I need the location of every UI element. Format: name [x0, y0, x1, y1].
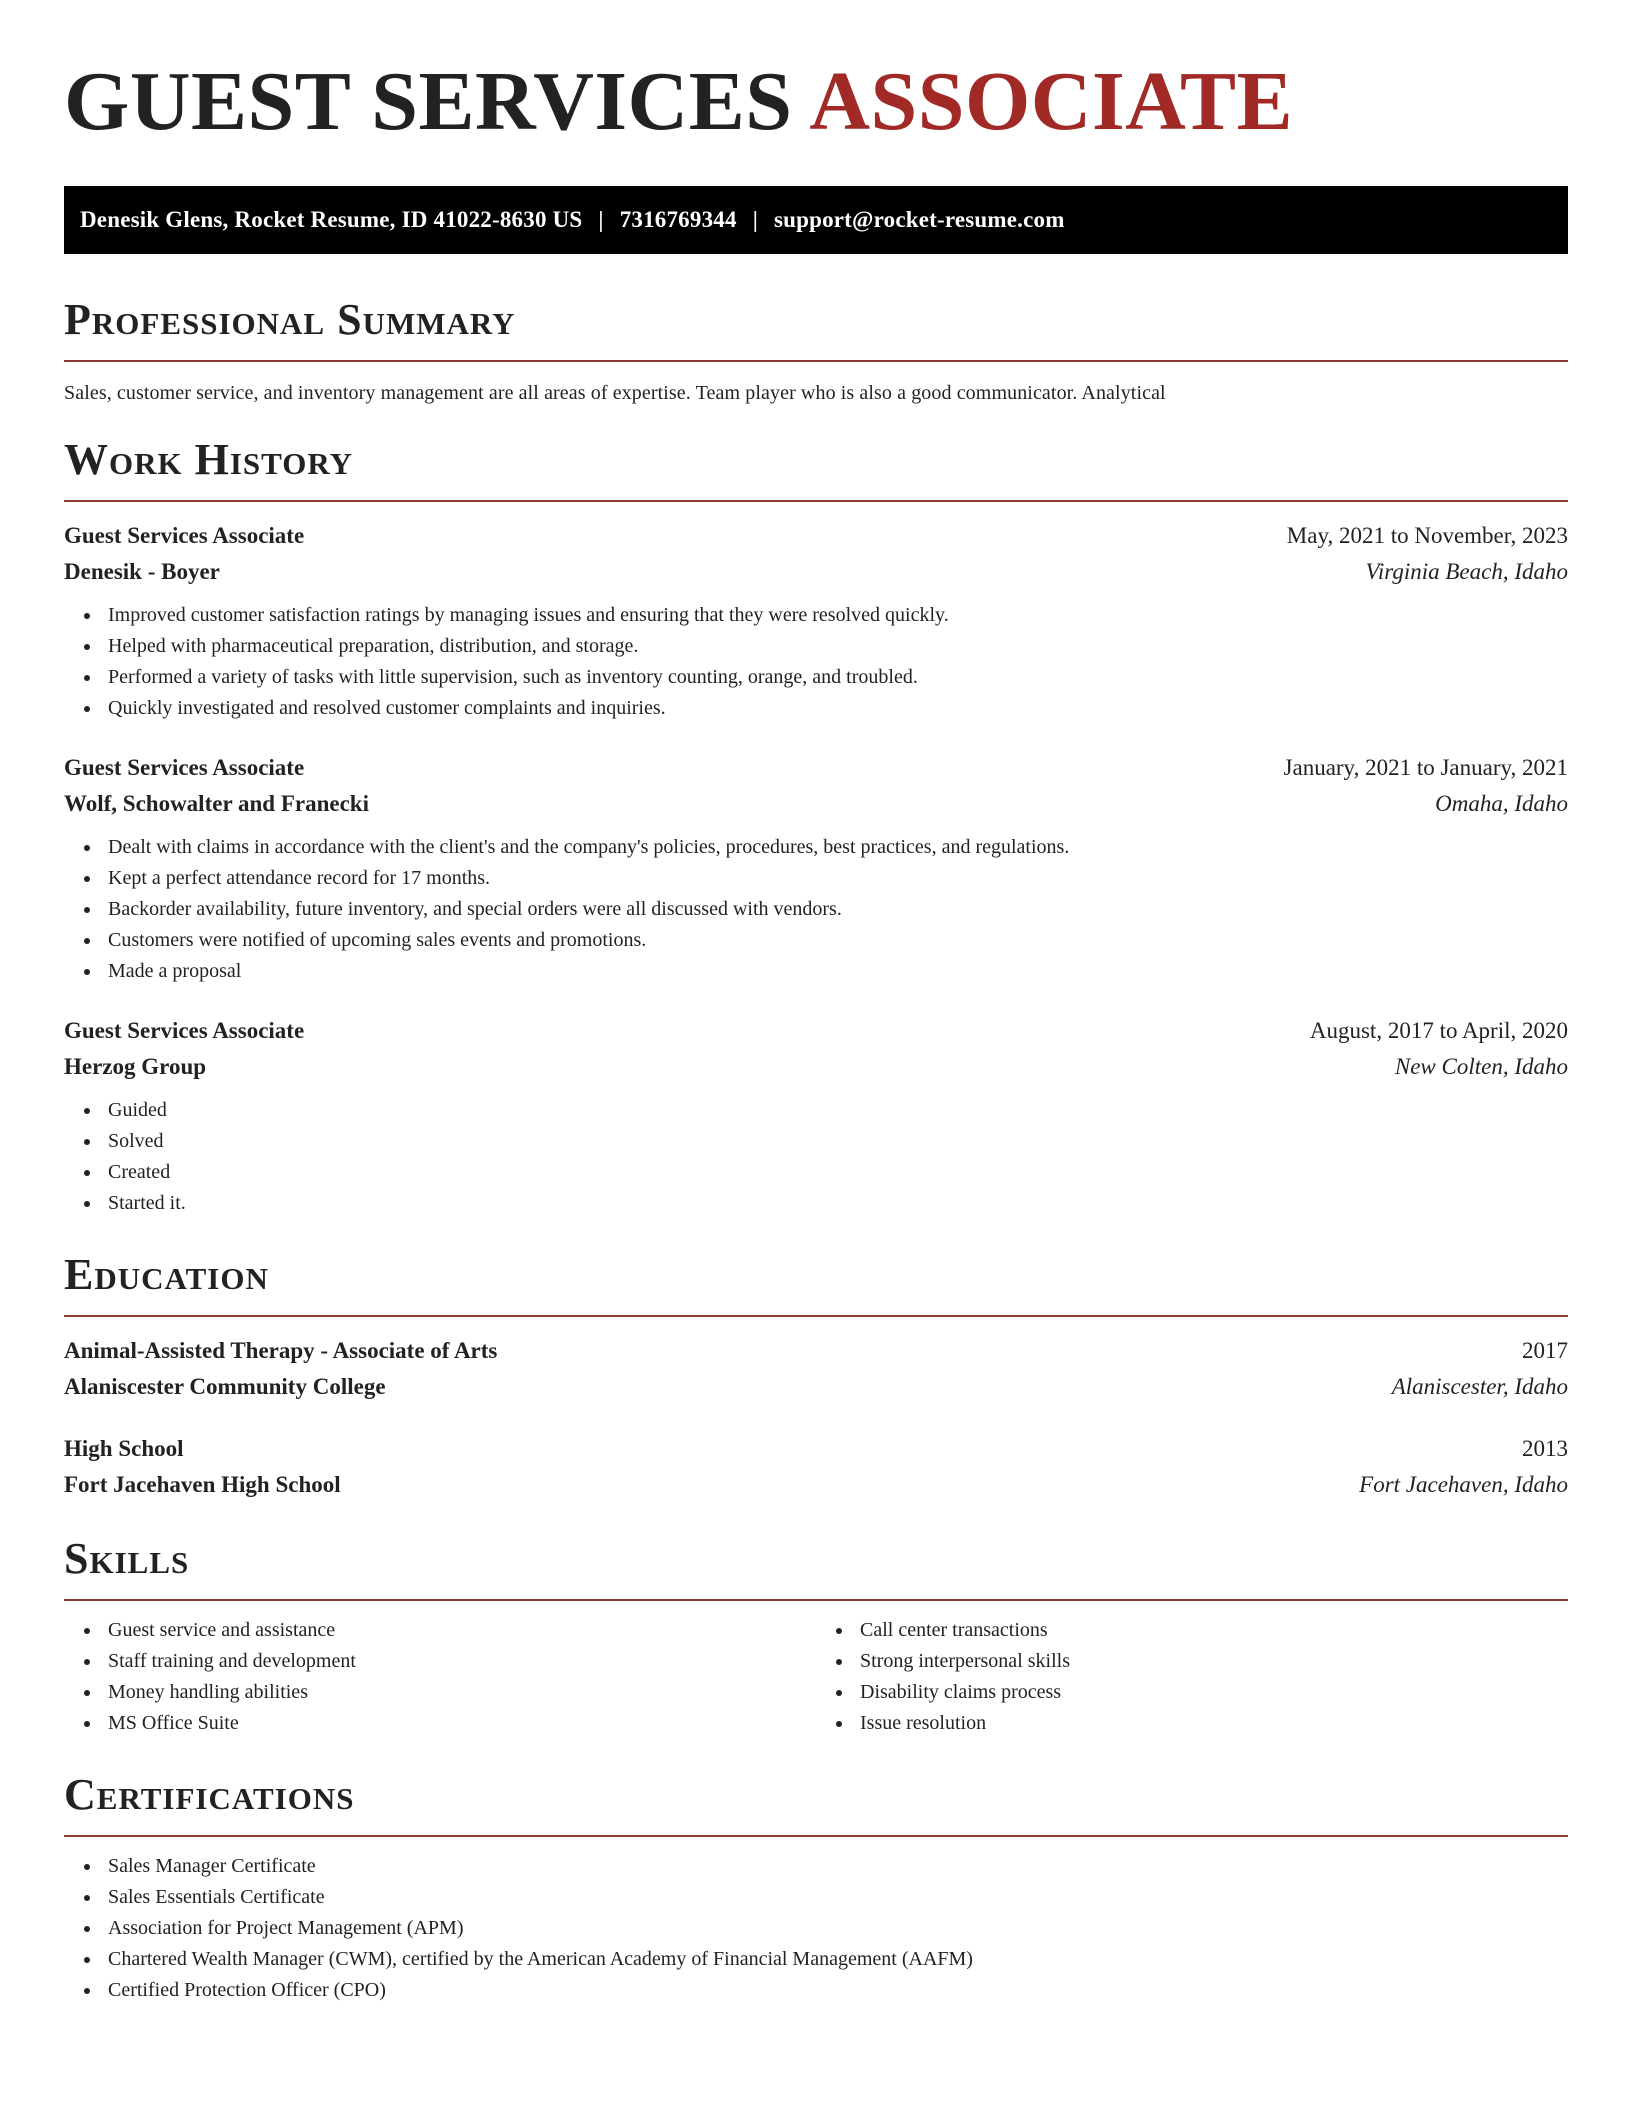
summary-text: Sales, customer service, and inventory management are all areas of expertise. Team player who is also a good communicator. Analytical [64, 382, 1166, 404]
summary-heading: Professional Summary [64, 295, 516, 344]
education-year: 2017 [1522, 1338, 1568, 1363]
certifications-heading: Certifications [64, 1770, 355, 1819]
job-company: Wolf, Schowalter and Franecki [64, 791, 369, 816]
list-item: Guest service and assistance [108, 1615, 816, 1646]
list-item: Chartered Wealth Manager (CWM), certified by the American Academy of Financial Management (AAFM) [108, 1944, 1568, 1975]
list-item: Backorder availability, future inventory, and special orders were all discussed with vendors. [108, 894, 1568, 925]
education-location: Fort Jacehaven, Idaho [1359, 1472, 1568, 1497]
list-item: Staff training and development [108, 1646, 816, 1677]
job-location: Omaha, Idaho [1435, 791, 1568, 816]
education-section [64, 1249, 1568, 1503]
list-item: Started it. [108, 1188, 1568, 1219]
job-company-row [64, 1049, 1568, 1085]
education-degree: High School [64, 1436, 184, 1461]
education-heading: Education [64, 1250, 269, 1299]
list-item: Quickly investigated and resolved customer complaints and inquiries. [108, 693, 1568, 724]
job-dates: January, 2021 to January, 2021 [1283, 755, 1568, 780]
list-item: Kept a perfect attendance record for 17 months. [108, 863, 1568, 894]
job-bullets [64, 832, 1568, 987]
list-item: Sales Manager Certificate [108, 1851, 1568, 1882]
list-item: Strong interpersonal skills [860, 1646, 1568, 1677]
education-location: Alaniscester, Idaho [1391, 1374, 1568, 1399]
job-dates: August, 2017 to April, 2020 [1309, 1018, 1568, 1043]
skills-list-left [64, 1615, 816, 1739]
job-header-row [64, 750, 1568, 786]
education-header-row [64, 1333, 1568, 1369]
section-divider [64, 1599, 1568, 1601]
job-bullets [64, 1095, 1568, 1219]
job-location: Virginia Beach, Idaho [1365, 559, 1568, 584]
list-item: Created [108, 1157, 1568, 1188]
job-entry [64, 518, 1568, 724]
education-school-row [64, 1467, 1568, 1503]
title-main: GUEST SERVICES [64, 55, 793, 148]
education-entry [64, 1431, 1568, 1503]
summary-section [64, 294, 1568, 406]
title-accent: ASSOCIATE [809, 55, 1294, 148]
job-location: New Colten, Idaho [1394, 1054, 1568, 1079]
certifications-list [64, 1851, 1568, 2006]
skills-grid [64, 1615, 1568, 1739]
job-bullets [64, 600, 1568, 724]
list-item: Performed a variety of tasks with little supervision, such as inventory counting, orange, and troubled. [108, 662, 1568, 693]
contact-separator: | [598, 207, 604, 232]
education-school: Fort Jacehaven High School [64, 1472, 341, 1497]
list-item: Customers were notified of upcoming sales events and promotions. [108, 925, 1568, 956]
education-degree: Animal-Assisted Therapy - Associate of Arts [64, 1338, 498, 1363]
skills-section [64, 1533, 1568, 1739]
page-title [64, 56, 1568, 148]
job-header-row [64, 1013, 1568, 1049]
skills-heading: Skills [64, 1534, 190, 1583]
list-item: Improved customer satisfaction ratings by managing issues and ensuring that they were resolved quickly. [108, 600, 1568, 631]
education-school: Alaniscester Community College [64, 1374, 386, 1399]
job-dates: May, 2021 to November, 2023 [1286, 523, 1568, 548]
job-header-row [64, 518, 1568, 554]
list-item: Sales Essentials Certificate [108, 1882, 1568, 1913]
job-title: Guest Services Associate [64, 755, 305, 780]
skills-list-right [816, 1615, 1568, 1739]
certifications-section [64, 1769, 1568, 2006]
job-company: Denesik - Boyer [64, 559, 220, 584]
contact-separator: | [752, 207, 758, 232]
education-header-row [64, 1431, 1568, 1467]
section-divider [64, 360, 1568, 362]
list-item: Association for Project Management (APM) [108, 1913, 1568, 1944]
job-company-row [64, 554, 1568, 590]
job-company: Herzog Group [64, 1054, 207, 1079]
list-item: Certified Protection Officer (CPO) [108, 1975, 1568, 2006]
contact-email: support@rocket-resume.com [773, 207, 1065, 232]
contact-bar [64, 186, 1568, 254]
job-company-row [64, 786, 1568, 822]
list-item: Dealt with claims in accordance with the client's and the company's policies, procedures, best practices, and regulations. [108, 832, 1568, 863]
contact-phone: 7316769344 [619, 207, 737, 232]
list-item: Helped with pharmaceutical preparation, distribution, and storage. [108, 631, 1568, 662]
education-school-row [64, 1369, 1568, 1405]
list-item: Money handling abilities [108, 1677, 816, 1708]
work-history-heading: Work History [64, 435, 354, 484]
section-divider [64, 500, 1568, 502]
list-item: Made a proposal [108, 956, 1568, 987]
contact-address: Denesik Glens, Rocket Resume, ID 41022-8630 US [80, 207, 583, 232]
section-divider [64, 1835, 1568, 1837]
list-item: Solved [108, 1126, 1568, 1157]
job-title: Guest Services Associate [64, 523, 305, 548]
education-entry [64, 1333, 1568, 1405]
list-item: Guided [108, 1095, 1568, 1126]
education-year: 2013 [1522, 1436, 1568, 1461]
list-item: Issue resolution [860, 1708, 1568, 1739]
job-entry [64, 1013, 1568, 1219]
job-title: Guest Services Associate [64, 1018, 305, 1043]
work-history-section [64, 434, 1568, 1219]
job-entry [64, 750, 1568, 987]
list-item: Call center transactions [860, 1615, 1568, 1646]
section-divider [64, 1315, 1568, 1317]
list-item: Disability claims process [860, 1677, 1568, 1708]
list-item: MS Office Suite [108, 1708, 816, 1739]
